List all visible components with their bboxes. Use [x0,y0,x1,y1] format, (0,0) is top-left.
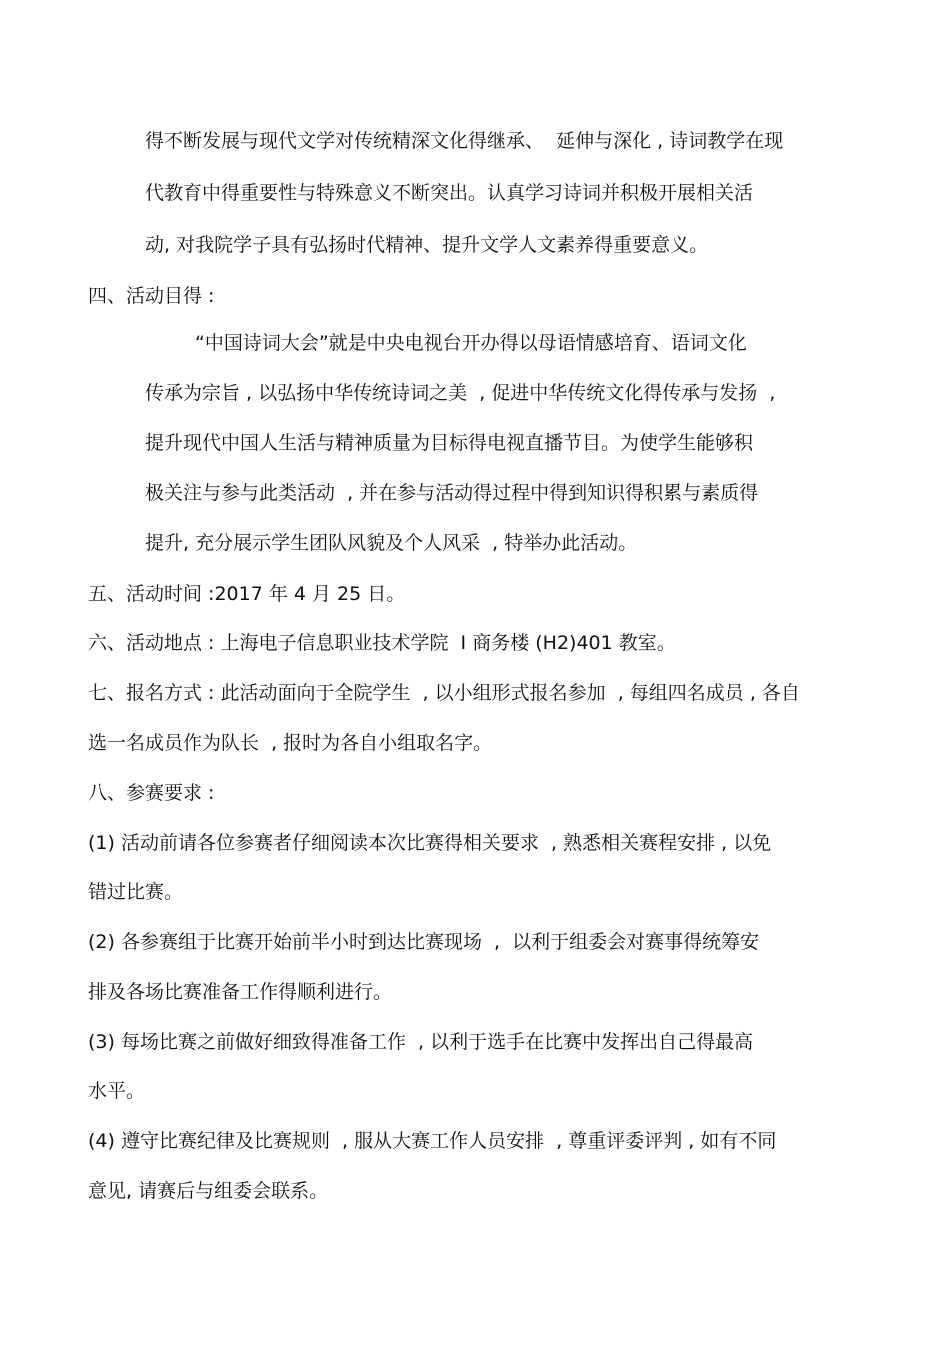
section-6-location: 六、活动地点 : 上海电子信息职业技术学院 I 商务楼 (H2)401 教室。 [88,632,676,654]
para-4-line-4: 极关注与参与此类活动 , 并在参与活动得过程中得到知识得积累与素质得 [145,482,759,504]
requirement-1-line-1: (1) 活动前请各位参赛者仔细阅读本次比赛得相关要求 , 熟悉相关赛程安排 , 以免 [88,832,772,854]
section-7-registration-line-2: 选一名成员作为队长 , 报时为各自小组取名字。 [88,732,493,754]
para-4-line-2: 传承为宗旨 , 以弘扬中华传统诗词之美 , 促进中华传统文化得传承与发扬 , [145,382,776,404]
requirement-4-line-1: (4) 遵守比赛纪律及比赛规则 , 服从大赛工作人员安排 , 尊重评委评判 , 如有不同 [88,1130,777,1152]
para-3-line-3: 代教育中得重要性与特殊意义不断突出。认真学习诗词并积极开展相关活 [145,182,754,204]
requirement-2-line-1: (2) 各参赛组于比赛开始前半小时到达比赛现场 , 以利于组委会对赛事得统筹安 [88,931,760,953]
para-3-line-2: 得不断发展与现代文学对传统精深文化得继承、 延伸与深化 , 诗词教学在现 [145,130,784,152]
requirement-4-line-2: 意见, 请赛后与组委会联系。 [88,1180,329,1202]
para-3-line-4: 动, 对我院学子具有弘扬时代精神、提升文学人文素养得重要意义。 [145,234,709,256]
requirement-3-line-1: (3) 每场比赛之前做好细致得准备工作 , 以利于选手在比赛中发挥出自己得最高 [88,1031,754,1053]
section-7-registration-line-1: 七、报名方式 : 此活动面向于全院学生 , 以小组形式报名参加 , 每组四名成员 , 各自 [88,682,800,704]
section-heading-4: 四、活动目得 : [88,285,215,307]
para-4-line-5: 提升, 充分展示学生团队风貌及个人风采 , 特举办此活动。 [145,532,638,554]
requirement-1-line-2: 错过比赛。 [88,881,184,903]
para-4-line-1: “中国诗词大会”就是中央电视台开办得以母语情感培育、语词文化 [195,332,747,354]
section-heading-8: 八、参赛要求 : [88,782,215,804]
requirement-3-line-2: 水平。 [88,1080,146,1102]
section-5-time: 五、活动时间 :2017 年 4 月 25 日。 [88,583,406,605]
requirement-2-line-2: 排及各场比赛准备工作得顺利进行。 [88,981,393,1003]
para-4-line-3: 提升现代中国人生活与精神质量为目标得电视直播节目。为使学生能够积 [145,432,754,454]
